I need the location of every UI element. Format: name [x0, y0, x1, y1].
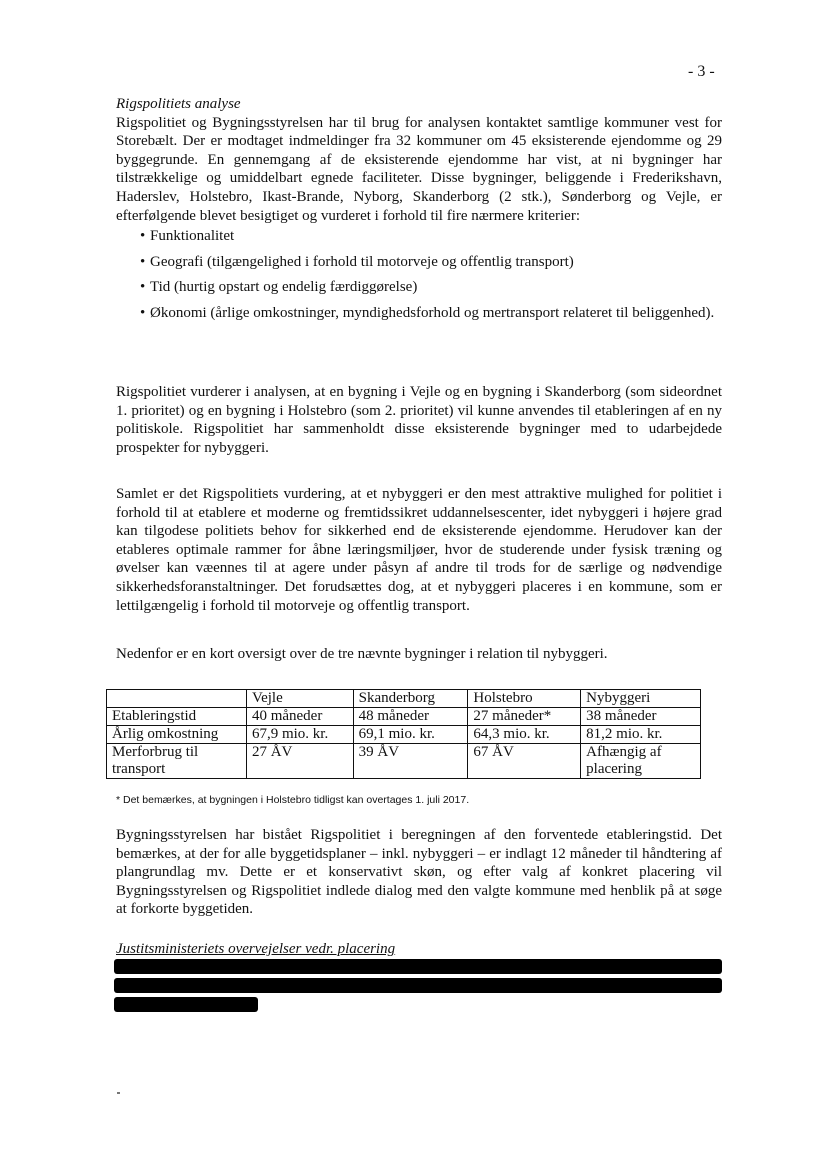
criteria-item: • Geografi (tilgængelighed i forhold til motorveje og offentlig transport) [140, 253, 574, 270]
table-row-label: Etableringstid [107, 708, 247, 726]
table-cell: 27 ÅV [246, 744, 353, 779]
table-cell: 48 måneder [353, 708, 468, 726]
table-footnote: * Det bemærkes, at bygningen i Holstebro tidligst kan overtages 1. juli 2017. [116, 794, 470, 806]
redaction-bar [114, 978, 722, 993]
table-cell: 67,9 mio. kr. [246, 726, 353, 744]
table-cell: 39 ÅV [353, 744, 468, 779]
table-row [107, 726, 701, 744]
table-cell: 64,3 mio. kr. [468, 726, 581, 744]
table-cell: 38 måneder [581, 708, 701, 726]
table-row-label: Årlig omkostning [107, 726, 247, 744]
criteria-item: • Tid (hurtig opstart og endelig færdiggørelse) [140, 279, 418, 296]
assessment-paragraph: Samlet er det Rigspolitiets vurdering, at et nybyggeri er den mest attraktive mulighed for politiet i forhold til at etablere et moderne og fremtidssikret uddannelsescenter, idet nybyggeri i højere grad kan tilgodese politiets behov for sikkerhed end de eksisterende ejendomme. Herudover kan der etableres optimale rammer for åbne læringsmiljøer, hvor de studerende under fysisk træning og øvelser kan væennes til at agere under påsyn af andre til trods for de særlige og nødvendige sikkerhedsforanstaltninger. Det forudsættes dog, at et nybyggeri placeres i en kommune, som er lettilgængelig i forhold til motorveje og offentlig transport. [116, 486, 722, 614]
bullet-icon: • [140, 304, 146, 321]
table-header-cell: Nybyggeri [581, 690, 701, 708]
table-header-row [107, 690, 701, 708]
page-number: - 3 - [688, 63, 715, 80]
table-header-cell: Holstebro [468, 690, 581, 708]
comparison-table [106, 689, 701, 779]
section-heading: Rigspolitiets analyse [116, 96, 241, 112]
redaction-bar [114, 997, 258, 1012]
redaction-bar [114, 959, 722, 974]
criteria-item: • Funktionalitet [140, 228, 235, 245]
section-rigspolitiets-analyse [116, 95, 722, 330]
table-cell: Afhængig af placering [581, 744, 701, 779]
criteria-list [116, 227, 722, 322]
table-header-cell [107, 690, 247, 708]
bullet-icon: • [140, 253, 146, 270]
section-heading-justitsministeriet: Justitsministeriets overvejelser vedr. placering [116, 941, 396, 957]
table-row [107, 708, 701, 726]
table-header-cell: Vejle [246, 690, 353, 708]
table-row-label: Merforbrug til transport [107, 744, 247, 779]
intro-paragraph: Rigspolitiet og Bygningsstyrelsen har til brug for analysen kontaktet samtlige kommuner vest for Storebælt. Der er modtaget indmeldinger fra 32 kommuner om 45 eksisterende ejendomme og 29 byggegrunde. En gennemgang af de eksisterende ejendomme har vist, at ni bygninger har tilstrækkelige og umiddelbart egnede faciliteter. Disse bygninger, beliggende i Frederikshavn, Haderslev, Holstebro, Ikast-Brande, Nyborg, Skanderborg (2 stk.), Sønderborg og Vejle, er efterfølgende blevet besigtiget og vurderet i forhold til fire nærmere kriterier: [116, 114, 722, 224]
construction-time-paragraph: Bygningsstyrelsen har bistået Rigspolitiet i beregningen af den forventede etableringstid. Det bemærkes, at der for alle byggetidsplaner – inkl. nybyggeri – er indlagt 12 måneder til håndtering af plangrundlag mv. Dette er et konservativt skøn, og efter valg af konkret placering vil Bygningsstyrelsen og Rigspolitiet indlede dialog med den valgte kommune med henblik på at søge at forkorte byggetiden. [116, 827, 722, 918]
table-cell: 40 måneder [246, 708, 353, 726]
table-cell: 27 måneder* [468, 708, 581, 726]
bullet-icon: • [140, 279, 146, 296]
bullet-icon: • [140, 228, 146, 245]
table-row [107, 744, 701, 779]
overview-intro-paragraph: Nedenfor er en kort oversigt over de tre nævnte bygninger i relation til nybyggeri. [116, 646, 608, 662]
priority-paragraph: Rigspolitiet vurderer i analysen, at en bygning i Vejle og en bygning i Skanderborg (som sideordnet 1. prioritet) og en bygning i Holstebro (som 2. prioritet) vil kunne anvendes til etableringen af en ny politiskole. Rigspolitiet har sammenholdt disse eksisterende bygninger med to udarbejdede prospekter for nybyggeri. [116, 384, 722, 456]
scan-speck [117, 1092, 120, 1094]
table-cell: 67 ÅV [468, 744, 581, 779]
table-cell: 81,2 mio. kr. [581, 726, 701, 744]
table-header-cell: Skanderborg [353, 690, 468, 708]
table-cell: 69,1 mio. kr. [353, 726, 468, 744]
criteria-item: • Økonomi (årlige omkostninger, myndighedsforhold og mertransport relateret til beliggenhed). [140, 304, 715, 321]
